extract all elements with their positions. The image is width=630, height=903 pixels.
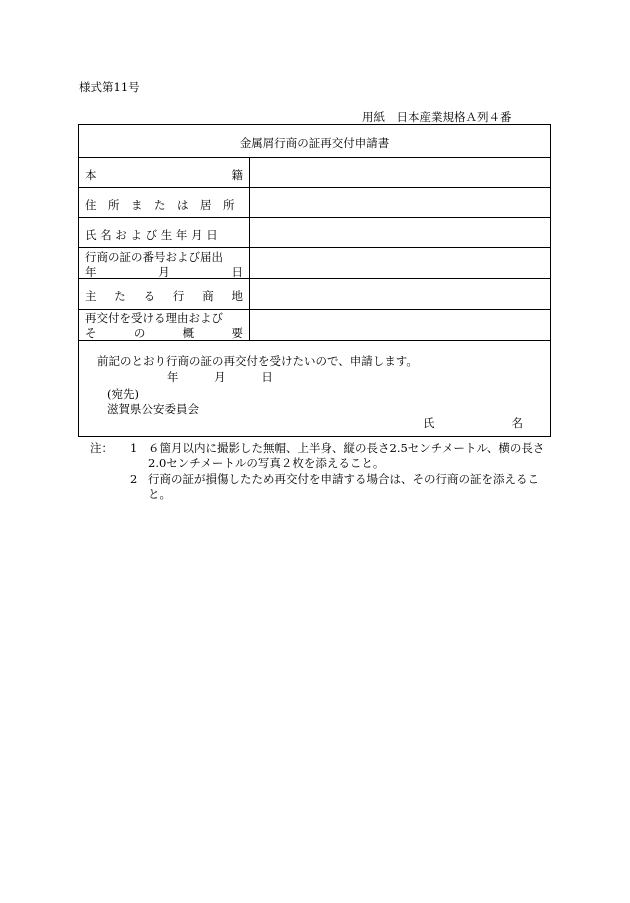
column-divider xyxy=(249,157,250,340)
notes-prefix: 注： xyxy=(90,441,113,455)
date-line: 年 月 日 xyxy=(167,370,273,384)
row-label-permit-number: 行商の証の番号および届出 xyxy=(85,250,223,264)
row-label-main-area: 主 た る 行 商 地 xyxy=(85,289,243,303)
addressee-label: (宛先) xyxy=(107,387,139,401)
application-statement: 前記のとおり行商の証の再交付を受けたいので、申請します。 xyxy=(97,354,418,368)
application-form-table xyxy=(78,124,551,437)
form-number: 様式第11号 xyxy=(79,80,140,94)
row-label-permit-date: 年 月 日 xyxy=(85,265,243,279)
table-divider xyxy=(79,187,550,188)
form-title: 金属屑行商の証再交付申請書 xyxy=(239,136,390,150)
row-label-address: 住 所 ま た は 居 所 xyxy=(85,198,235,212)
row-label-name-birthdate: 氏 名 お よ び 生 年 月 日 xyxy=(85,228,218,242)
addressee-name: 滋賀県公安委員会 xyxy=(107,402,199,416)
honseki-field[interactable] xyxy=(251,159,548,185)
row-label-honseki: 本 籍 xyxy=(85,168,243,182)
note-number: 1 xyxy=(130,441,138,455)
row-label-summary: そ の 概 要 xyxy=(85,326,243,340)
paper-spec: 用紙 日本産業規格Ａ列４番 xyxy=(362,110,512,124)
note-number: 2 xyxy=(130,472,138,486)
row-label-reason: 再交付を受ける理由および xyxy=(85,311,223,325)
permit-number-field[interactable] xyxy=(251,249,548,276)
table-divider xyxy=(79,217,550,218)
table-divider xyxy=(79,247,550,248)
reason-field[interactable] xyxy=(251,311,548,338)
table-divider xyxy=(79,157,550,158)
name-birthdate-field[interactable] xyxy=(251,219,548,245)
main-area-field[interactable] xyxy=(251,280,548,307)
note-text: ６箇月以内に撮影した無帽、上半身、縦の長さ2.5センチメートル、横の長さ2.0センチメートルの写真２枚を添えること。 xyxy=(148,441,545,470)
address-field[interactable] xyxy=(251,189,548,215)
note-text: 行商の証が損傷したため再交付を申請する場合は、その行商の証を添えること。 xyxy=(148,472,539,501)
signature-name-line: 氏 名 xyxy=(423,416,523,430)
